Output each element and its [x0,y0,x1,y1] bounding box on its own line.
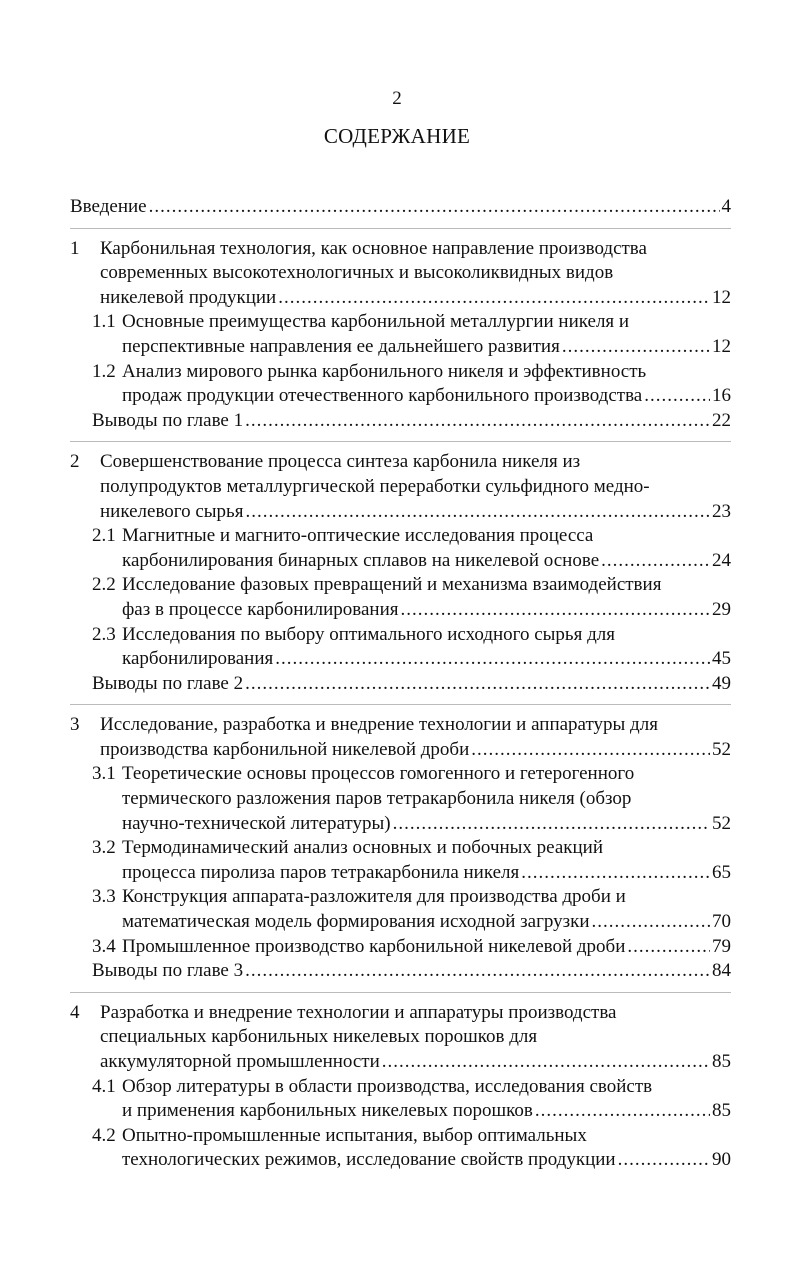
toc-entry-page: 12 [712,335,731,357]
toc-entry-number: 1.2 [92,360,116,382]
toc-entry-text-line: Обзор литературы в области производства, исследования свойств [122,1075,653,1097]
toc-entry-body [100,713,731,762]
toc-entry-text-line: Термодинамический анализ основных и побочных реакций [122,837,604,859]
dot-leader [382,1050,710,1075]
toc-entry-page: 24 [712,549,731,571]
toc-entry-page: 85 [712,1051,731,1072]
toc-entry-chapter-2[interactable] [70,450,731,524]
toc-entry-number: 2.1 [92,525,116,547]
toc-chapter-4 [70,992,731,1173]
toc-entry-page: 65 [712,861,731,883]
toc-entry-page: 29 [712,598,731,620]
dot-leader [562,335,710,360]
toc-chapter-2 [70,441,731,696]
dot-leader [245,409,710,434]
toc-entry-label: карбонилирования бинарных сплавов на никелевой основе [122,549,600,571]
toc-entry-body [122,573,731,622]
dot-leader [535,1099,710,1124]
toc-entry-label: и применения карбонильных никелевых порошков [122,1100,533,1122]
toc-leader-line [122,1148,731,1173]
toc-entry-label: производства карбонильной никелевой дроби [100,738,470,760]
toc-entry-label: технологических режимов, исследование свойств продукции [122,1149,616,1171]
toc-entry-number: 4.2 [92,1124,116,1146]
toc-entry-conclusion-1[interactable] [70,409,731,434]
toc-entry-label: Выводы по главе 2 [92,672,244,694]
toc-entry-text-line: Исследование, разработка и внедрение технологии и аппаратуры для [100,714,658,736]
toc-entry-number: 2.3 [92,623,116,645]
dot-leader [393,812,710,837]
toc-entry-page: 79 [712,935,731,957]
toc-leader-line [122,647,731,672]
toc-entry-page: 23 [712,500,731,522]
toc-entry-section-2-3[interactable] [70,623,731,672]
toc-leader-line [100,738,731,763]
toc-entry-body [100,237,731,311]
toc-entry-page: 84 [712,960,731,982]
toc-entry-body [122,885,731,934]
dot-leader [245,959,710,984]
toc-entry-number: 4 [70,1001,80,1023]
toc-entry-label: математическая модель формирования исходной загрузки [122,911,590,933]
page-number: 2 [392,88,402,109]
toc-chapter-1 [70,228,731,434]
toc-chapter-3 [70,704,731,984]
toc-entry-number: 2.2 [92,574,116,596]
toc-leader-line [100,500,731,525]
toc-entry-section-4-1[interactable] [70,1075,731,1124]
toc-entry-label: Промышленное производство карбонильной никелевой дроби [122,935,626,957]
toc-entry-body [122,310,731,359]
toc-entry-body [122,935,731,960]
toc-entry-page: 52 [712,812,731,834]
toc-entry-text-line: Карбонильная технология, как основное направление производства [100,237,647,259]
toc-entry-text-line: Анализ мирового рынка карбонильного никеля и эффективность [122,360,647,382]
dot-leader [245,672,710,697]
toc-entry-text-line: Магнитные и магнито-оптические исследования процесса [122,525,594,547]
toc-leader-line [122,910,731,935]
toc-entry-conclusion-2[interactable] [70,672,731,697]
toc-entry-number: 3.2 [92,837,116,859]
toc-entry-text-line: Теоретические основы процессов гомогенного и гетерогенного [122,763,635,785]
toc-entry-text-line: Опытно-промышленные испытания, выбор оптимальных [122,1124,587,1146]
toc-entry-text-line: Совершенствование процесса синтеза карбонила никеля из [100,451,581,473]
toc-entry-body [100,1001,731,1075]
toc-entry-text-line: Конструкция аппарата-разложителя для производства дроби и [122,886,626,908]
dot-leader [592,910,710,935]
toc-entry-conclusion-3[interactable] [70,959,731,984]
toc-entry-body [122,623,731,672]
toc-entry-body [122,524,731,573]
toc-entry-label: продаж продукции отечественного карбонильного производства [122,385,643,407]
table-of-contents [70,195,731,1173]
toc-entry-body [122,1124,731,1173]
toc-leader-line [122,598,731,623]
toc-entry-section-3-2[interactable] [70,836,731,885]
toc-entry-page: 49 [712,672,731,694]
toc-entry-label: карбонилирования [122,648,274,670]
toc-entry-section-3-4[interactable] [70,935,731,960]
toc-entry-page: 22 [712,409,731,431]
toc-entry-label: научно-технической литературы) [122,812,391,834]
toc-entry-number: 3.1 [92,763,116,785]
toc-entry-section-1-2[interactable] [70,360,731,409]
toc-entry-text-line: термического разложения паров тетракарбонила никеля (обзор [122,788,632,810]
toc-entry-text-line: полупродуктов металлургической переработки сульфидного медно- [100,475,650,497]
toc-entry-text-line: Исследования по выбору оптимального исходного сырья для [122,623,615,645]
toc-entry-body [122,1075,731,1124]
dot-leader [278,286,710,311]
toc-entry-section-3-3[interactable] [70,885,731,934]
toc-leader-line [122,384,731,409]
dot-leader [627,935,710,960]
toc-entry-label: перспективные направления ее дальнейшего развития [122,335,560,357]
toc-title: СОДЕРЖАНИЕ [323,124,471,148]
toc-entry-number: 2 [70,451,80,473]
toc-leader-line [122,335,731,360]
toc-entry-section-4-2[interactable] [70,1124,731,1173]
dot-leader [149,195,720,220]
toc-entry-body [100,450,731,524]
toc-entry-page: 90 [712,1149,731,1171]
dot-leader [521,861,710,886]
toc-entry-text-line: специальных карбонильных никелевых порошков для [100,1026,538,1048]
toc-entry-number: 3.3 [92,886,116,908]
toc-leader-line [100,1050,731,1075]
toc-entry-number: 4.1 [92,1075,116,1097]
toc-entry-page: 12 [712,286,731,308]
dot-leader [401,598,710,623]
toc-entry-chapter-3[interactable] [70,713,731,762]
toc-entry-label: процесса пиролиза паров тетракарбонила никеля [122,861,520,883]
toc-leader-line [122,935,731,960]
toc-entry-label: аккумуляторной промышленности [100,1051,380,1072]
toc-entry-label: Введение [70,196,147,217]
toc-entry-page: 4 [721,196,731,217]
toc-entry-chapter-4[interactable] [70,1001,731,1075]
toc-leader-line [122,812,731,837]
toc-entry-text-line: современных высокотехнологичных и высоколиквидных видов [100,262,614,284]
toc-entry-label: Выводы по главе 3 [92,960,244,982]
toc-entry-page: 45 [712,648,731,670]
dot-leader [245,500,710,525]
toc-entry-page: 52 [712,738,731,760]
dot-leader [601,549,710,574]
toc-entry-text-line: Разработка и внедрение технологии и аппаратуры производства [100,1001,617,1023]
dot-leader [471,738,710,763]
toc-entry-section-2-2[interactable] [70,573,731,622]
toc-leader-line [122,1099,731,1124]
dot-leader [275,647,710,672]
toc-entry-text-line: Исследование фазовых превращений и механизма взаимодействия [122,574,662,596]
toc-entry-label: никелевого сырья [100,500,244,522]
toc-entry-section-1-1[interactable] [70,310,731,359]
toc-entry-number: 1.1 [92,311,116,333]
toc-entry-chapter-1[interactable] [70,237,731,311]
toc-entry-label: фаз в процессе карбонилирования [122,598,399,620]
toc-leader-line [122,549,731,574]
toc-leader-line [100,286,731,311]
toc-entry-number: 3.4 [92,935,116,957]
dot-leader [618,1148,710,1173]
toc-entry-body [122,762,731,836]
toc-leader-line [122,861,731,886]
toc-entry-text-line: Основные преимущества карбонильной металлургии никеля и [122,311,630,333]
toc-entry-label: никелевой продукции [100,286,277,308]
toc-entry-page: 16 [712,385,731,407]
toc-entry-body [122,836,731,885]
toc-entry-section-3-1[interactable] [70,762,731,836]
toc-entry-number: 3 [70,714,80,736]
dot-leader [644,384,710,409]
toc-entry-number: 1 [70,237,80,259]
toc-entry-label: Выводы по главе 1 [92,409,244,431]
toc-entry-intro[interactable] [70,195,731,220]
toc-entry-body [122,360,731,409]
toc-entry-page: 70 [712,911,731,933]
toc-entry-page: 85 [712,1100,731,1122]
toc-entry-section-2-1[interactable] [70,524,731,573]
